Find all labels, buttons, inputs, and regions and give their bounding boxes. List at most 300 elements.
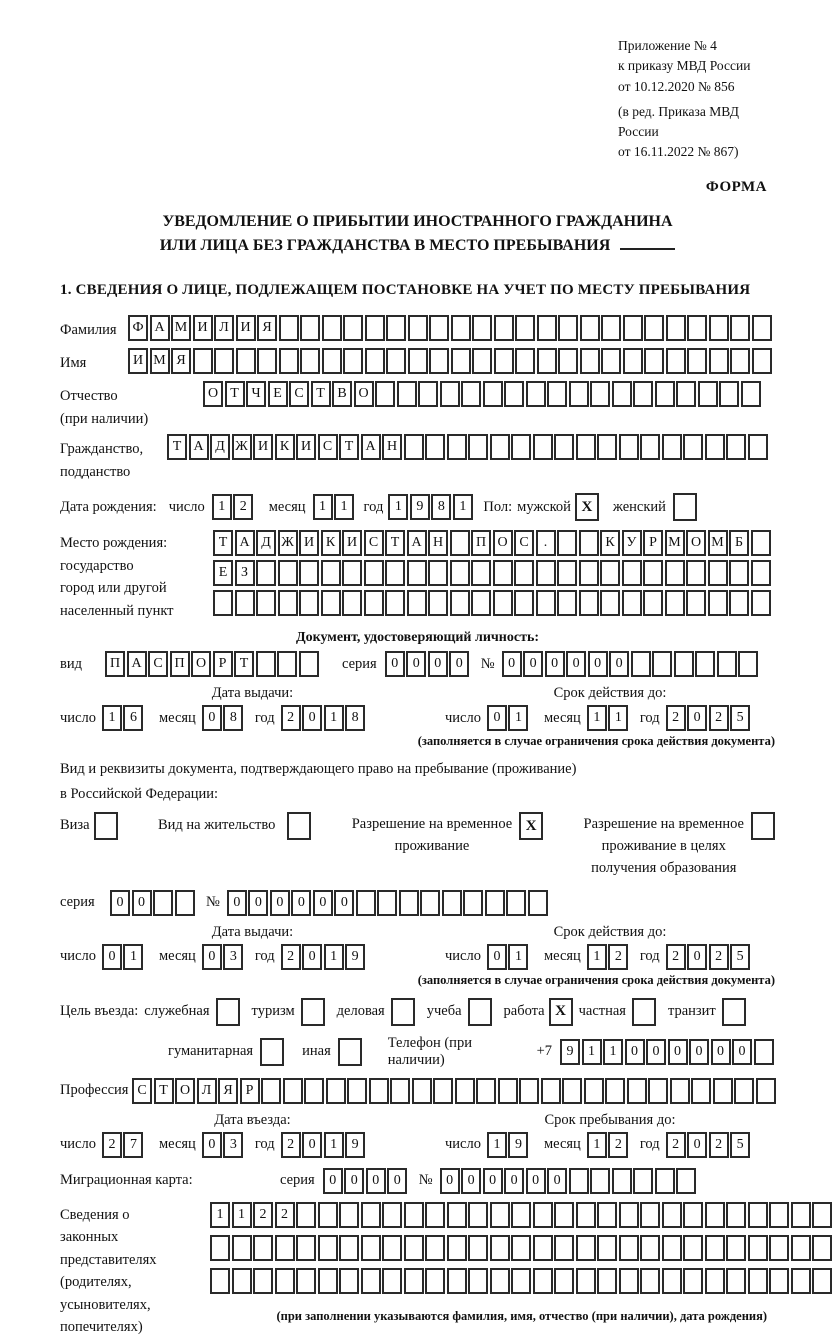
char-cell: 9 (410, 494, 430, 520)
residence-series-label: серия (60, 894, 95, 911)
char-cell: . (536, 530, 556, 556)
identity-doc-heading: Документ, удостоверяющий личность: (295, 630, 540, 646)
char-cell (483, 381, 503, 407)
char-cell (623, 348, 643, 374)
char-cell (726, 1202, 746, 1228)
char-cell: 1 (508, 705, 528, 731)
char-cell (526, 381, 546, 407)
char-cell (812, 1268, 832, 1294)
doc-number-cells (502, 651, 760, 677)
char-cell: О (686, 530, 706, 556)
char-cell (812, 1202, 832, 1228)
residence-doc-intro: Вид и реквизиты документа, подтверждающего право на пребывание (проживание) в Российской Федерации: (60, 761, 577, 802)
citizenship-label: Гражданство, подданство (60, 441, 144, 480)
phone-prefix: +7 (536, 1043, 552, 1060)
char-cell: А (361, 434, 381, 460)
purpose-study-checkbox (468, 998, 492, 1026)
month-label: месяц (158, 1136, 196, 1153)
char-cell (300, 315, 320, 341)
char-cell (451, 348, 471, 374)
char-cell (662, 434, 682, 460)
char-cell (619, 1235, 639, 1261)
expiry-day-cells (487, 944, 530, 970)
field-citizenship (60, 434, 775, 483)
char-cell (554, 1202, 574, 1228)
char-cell (633, 1168, 653, 1194)
char-cell (275, 1268, 295, 1294)
char-cell: С (514, 530, 534, 556)
field-patronymic (60, 381, 775, 430)
char-cell (511, 1235, 531, 1261)
char-cell: 5 (730, 944, 750, 970)
char-cell: 1 (324, 1132, 344, 1158)
char-cell (433, 1078, 453, 1104)
day-label: число (60, 948, 96, 965)
char-cell: 0 (291, 890, 311, 916)
char-cell (318, 1202, 338, 1228)
char-cell (558, 315, 578, 341)
char-cell (751, 530, 771, 556)
char-cell (361, 1202, 381, 1228)
year-label: год (363, 498, 384, 515)
char-cell (342, 560, 362, 586)
char-cell (425, 1202, 445, 1228)
char-cell (364, 590, 384, 616)
char-cell (347, 1078, 367, 1104)
char-cell (717, 651, 737, 677)
residence-doc-options (60, 812, 775, 879)
day-label: число (60, 709, 96, 726)
expiry-year-cells (666, 944, 752, 970)
birth-place-rows (213, 530, 772, 616)
char-cell (769, 1268, 789, 1294)
char-cell (364, 560, 384, 586)
option-temp-residence: Разрешение на временное проживание X (352, 812, 543, 858)
char-cell: Т (225, 381, 245, 407)
sex-label: Пол: (483, 498, 513, 515)
char-cell (601, 348, 621, 374)
char-cell (729, 560, 749, 586)
char-cell: 0 (334, 890, 354, 916)
phone-label: Телефон (при наличии) (387, 1034, 472, 1068)
char-cell: 5 (730, 705, 750, 731)
residence-series-cells (110, 890, 196, 916)
doc-series-cells (385, 651, 471, 677)
char-cell (536, 590, 556, 616)
char-cell (493, 560, 513, 586)
char-cell (600, 590, 620, 616)
char-cell (533, 434, 553, 460)
year-label: год (254, 948, 275, 965)
char-cell (485, 890, 505, 916)
char-cell (633, 381, 653, 407)
stay-month-cells (587, 1132, 630, 1158)
char-cell (471, 560, 491, 586)
purpose-tourism-checkbox (301, 998, 325, 1026)
char-cell (708, 590, 728, 616)
char-cell (450, 590, 470, 616)
char-cell: 0 (687, 1132, 707, 1158)
char-cell (261, 1078, 281, 1104)
char-cell: 0 (102, 944, 122, 970)
char-cell: И (253, 434, 273, 460)
day-label: число (168, 498, 205, 515)
field-entry-purpose (60, 998, 775, 1026)
char-cell (754, 1039, 774, 1065)
char-cell (397, 381, 417, 407)
char-cell: П (105, 651, 125, 677)
appendix-line: Приложение № 4 (618, 38, 717, 53)
char-cell: 2 (666, 705, 686, 731)
char-cell (498, 1078, 518, 1104)
year-label: год (254, 1136, 275, 1153)
char-cell (640, 1268, 660, 1294)
char-cell: А (150, 315, 170, 341)
char-cell (541, 1078, 561, 1104)
char-cell: 0 (313, 890, 333, 916)
char-cell: 0 (132, 890, 152, 916)
char-cell (622, 590, 642, 616)
char-cell: З (235, 560, 255, 586)
char-cell: Д (210, 434, 230, 460)
char-cell (471, 590, 491, 616)
char-cell (468, 1235, 488, 1261)
char-cell (322, 348, 342, 374)
purpose-other-checkbox (338, 1038, 362, 1066)
birth-place-row-3 (213, 590, 772, 616)
char-cell (674, 651, 694, 677)
char-cell (299, 560, 319, 586)
temp-residence-checkbox: X (519, 812, 543, 840)
char-cell: Т (167, 434, 187, 460)
char-cell: 0 (406, 651, 426, 677)
char-cell (631, 651, 651, 677)
char-cell: 2 (281, 705, 301, 731)
char-cell: Я (218, 1078, 238, 1104)
char-cell (356, 890, 376, 916)
birth-place-row-1 (213, 530, 772, 556)
appendix-note-line: от 16.11.2022 № 867) (618, 144, 739, 160)
char-cell: 1 (453, 494, 473, 520)
char-cell: 1 (587, 944, 607, 970)
char-cell (623, 315, 643, 341)
purpose-private-label: частная (578, 1003, 626, 1020)
residence-number-cells (227, 890, 550, 916)
char-cell (597, 1202, 617, 1228)
char-cell (738, 651, 758, 677)
doc-number-label: № (480, 655, 495, 672)
profession-cells (132, 1078, 777, 1104)
char-cell: 0 (302, 705, 322, 731)
birth-day-cells (212, 494, 255, 520)
char-cell: 2 (281, 944, 301, 970)
char-cell: 0 (687, 944, 707, 970)
char-cell (533, 1202, 553, 1228)
char-cell: 0 (545, 651, 565, 677)
char-cell (576, 434, 596, 460)
char-cell (644, 348, 664, 374)
char-cell (428, 590, 448, 616)
char-cell: П (170, 651, 190, 677)
char-cell: Н (382, 434, 402, 460)
char-cell (648, 1078, 668, 1104)
char-cell: Б (729, 530, 749, 556)
char-cell (153, 890, 173, 916)
char-cell: О (203, 381, 223, 407)
char-cell (447, 434, 467, 460)
month-label: месяц (543, 1136, 581, 1153)
field-identity-doc (60, 651, 775, 677)
sex-female-label: женский (612, 498, 666, 515)
char-cell (708, 560, 728, 586)
char-cell (640, 1202, 660, 1228)
char-cell (514, 590, 534, 616)
char-cell (296, 1235, 316, 1261)
char-cell (683, 1202, 703, 1228)
char-cell (461, 381, 481, 407)
char-cell (425, 434, 445, 460)
char-cell: 2 (275, 1202, 295, 1228)
char-cell (299, 590, 319, 616)
char-cell: 1 (608, 705, 628, 731)
char-cell: С (289, 381, 309, 407)
char-cell (404, 434, 424, 460)
char-cell: 1 (324, 705, 344, 731)
appendix-block (618, 36, 775, 163)
char-cell (490, 1268, 510, 1294)
char-cell: Р (643, 530, 663, 556)
char-cell: И (193, 315, 213, 341)
char-cell (619, 1268, 639, 1294)
field-firstname (60, 348, 775, 374)
char-cell: 0 (202, 944, 222, 970)
expiry-date-heading: Срок действия до: (553, 685, 667, 702)
expiry-month-cells (587, 705, 630, 731)
char-cell: 0 (504, 1168, 524, 1194)
migration-series-label: серия (280, 1172, 315, 1189)
day-label: число (445, 1136, 481, 1153)
char-cell (447, 1268, 467, 1294)
char-cell: 2 (709, 705, 729, 731)
char-cell (662, 1202, 682, 1228)
char-cell: 1 (232, 1202, 252, 1228)
char-cell: 9 (345, 1132, 365, 1158)
forma-label: ФОРМА (705, 178, 767, 195)
char-cell (256, 560, 276, 586)
migration-number-cells (440, 1168, 698, 1194)
stay-until-group (445, 1112, 775, 1158)
char-cell (730, 315, 750, 341)
char-cell: С (132, 1078, 152, 1104)
char-cell: 2 (666, 944, 686, 970)
representatives-rows (210, 1202, 834, 1324)
char-cell: 0 (526, 1168, 546, 1194)
expiry-day-cells (487, 705, 530, 731)
char-cell (752, 315, 772, 341)
char-cell: 0 (248, 890, 268, 916)
purpose-official-label: служебная (144, 1003, 210, 1020)
char-cell (665, 590, 685, 616)
char-cell: М (171, 315, 191, 341)
char-cell (515, 348, 535, 374)
migration-series-cells (323, 1168, 409, 1194)
char-cell (365, 348, 385, 374)
char-cell (382, 1268, 402, 1294)
char-cell (643, 590, 663, 616)
entry-date-heading: Дата въезда: (214, 1111, 291, 1128)
char-cell (472, 348, 492, 374)
stay-until-heading: Срок пребывания до: (544, 1111, 676, 1128)
char-cell (450, 560, 470, 586)
expiry-date-group (445, 685, 775, 731)
char-cell (528, 890, 548, 916)
char-cell: 0 (302, 1132, 322, 1158)
phone-cells (560, 1039, 775, 1065)
char-cell (769, 1235, 789, 1261)
purpose-official-checkbox (216, 998, 240, 1026)
char-cell (304, 1078, 324, 1104)
char-cell (318, 1235, 338, 1261)
char-cell (275, 1235, 295, 1261)
char-cell (279, 348, 299, 374)
char-cell: Н (428, 530, 448, 556)
birth-place-label: Место рождения: государство город или другой населенный пункт (60, 535, 174, 619)
birth-month-cells (313, 494, 356, 520)
migration-number-label: № (418, 1172, 433, 1189)
char-cell (655, 381, 675, 407)
char-cell: Ф (128, 315, 148, 341)
doc-kind-label: вид (60, 655, 82, 672)
char-cell: 1 (587, 705, 607, 731)
char-cell (506, 890, 526, 916)
char-cell: 0 (625, 1039, 645, 1065)
char-cell (751, 590, 771, 616)
char-cell (686, 590, 706, 616)
expiry-date-group (445, 924, 775, 970)
char-cell (769, 1202, 789, 1228)
char-cell: 1 (102, 705, 122, 731)
char-cell: Ж (278, 530, 298, 556)
char-cell (579, 560, 599, 586)
char-cell (442, 890, 462, 916)
char-cell: 0 (566, 651, 586, 677)
purpose-other-label: иная (302, 1043, 331, 1060)
char-cell: 0 (366, 1168, 386, 1194)
char-cell (232, 1268, 252, 1294)
issue-year-cells (281, 944, 367, 970)
purpose-tourism-label: туризм (251, 1003, 295, 1020)
sex-male-label: мужской (517, 498, 571, 515)
char-cell (748, 1268, 768, 1294)
char-cell (468, 1202, 488, 1228)
char-cell (748, 434, 768, 460)
char-cell (652, 651, 672, 677)
char-cell: Т (385, 530, 405, 556)
char-cell (791, 1235, 811, 1261)
char-cell (210, 1235, 230, 1261)
char-cell (812, 1235, 832, 1261)
expiry-note: (заполняется в случае ограничения срока действия документа) (417, 734, 775, 749)
month-label: месяц (158, 948, 196, 965)
issue-date-heading: Дата выдачи: (211, 923, 294, 940)
field-migration-card (60, 1168, 775, 1194)
title-line-1: УВЕДОМЛЕНИЕ О ПРИБЫТИИ ИНОСТРАННОГО ГРАЖДАНИНА (162, 212, 673, 230)
char-cell: У (622, 530, 642, 556)
char-cell (408, 348, 428, 374)
char-cell: 1 (324, 944, 344, 970)
char-cell (425, 1268, 445, 1294)
char-cell (666, 348, 686, 374)
char-cell: 1 (212, 494, 232, 520)
char-cell (537, 348, 557, 374)
char-cell (375, 381, 395, 407)
char-cell: 0 (502, 651, 522, 677)
char-cell (537, 315, 557, 341)
char-cell (253, 1235, 273, 1261)
char-cell (515, 315, 535, 341)
char-cell: Т (213, 530, 233, 556)
char-cell (612, 1168, 632, 1194)
char-cell (719, 381, 739, 407)
char-cell (278, 590, 298, 616)
char-cell (299, 651, 319, 677)
char-cell (536, 560, 556, 586)
char-cell (429, 315, 449, 341)
citizenship-cells (167, 434, 769, 460)
char-cell (386, 348, 406, 374)
char-cell: О (493, 530, 513, 556)
char-cell (472, 315, 492, 341)
year-label: год (254, 709, 275, 726)
char-cell (214, 348, 234, 374)
char-cell (741, 381, 761, 407)
char-cell (447, 1202, 467, 1228)
representatives-row-2 (210, 1235, 834, 1261)
identity-doc-dates (60, 685, 775, 731)
char-cell: 0 (110, 890, 130, 916)
char-cell (318, 1268, 338, 1294)
residence-number-label: № (206, 894, 220, 911)
char-cell (734, 1078, 754, 1104)
char-cell (709, 315, 729, 341)
char-cell: 9 (345, 944, 365, 970)
char-cell: О (175, 1078, 195, 1104)
char-cell: Т (311, 381, 331, 407)
char-cell (533, 1235, 553, 1261)
char-cell: 2 (281, 1132, 301, 1158)
char-cell (404, 1235, 424, 1261)
char-cell (399, 890, 419, 916)
residence-permit-checkbox (287, 812, 311, 840)
char-cell: А (127, 651, 147, 677)
purpose-study-label: учеба (426, 1003, 462, 1020)
char-cell: Р (213, 651, 233, 677)
char-cell (451, 315, 471, 341)
char-cell (580, 348, 600, 374)
char-cell (455, 1078, 475, 1104)
char-cell: А (189, 434, 209, 460)
char-cell: 0 (202, 705, 222, 731)
char-cell: И (128, 348, 148, 374)
char-cell (580, 315, 600, 341)
page-title (60, 210, 775, 258)
title-line-2: ИЛИ ЛИЦА БЕЗ ГРАЖДАНСТВА В МЕСТО ПРЕБЫВАНИЯ (60, 234, 775, 258)
char-cell: 0 (646, 1039, 666, 1065)
char-cell (450, 530, 470, 556)
char-cell: 0 (385, 651, 405, 677)
char-cell (569, 381, 589, 407)
char-cell: 2 (608, 1132, 628, 1158)
